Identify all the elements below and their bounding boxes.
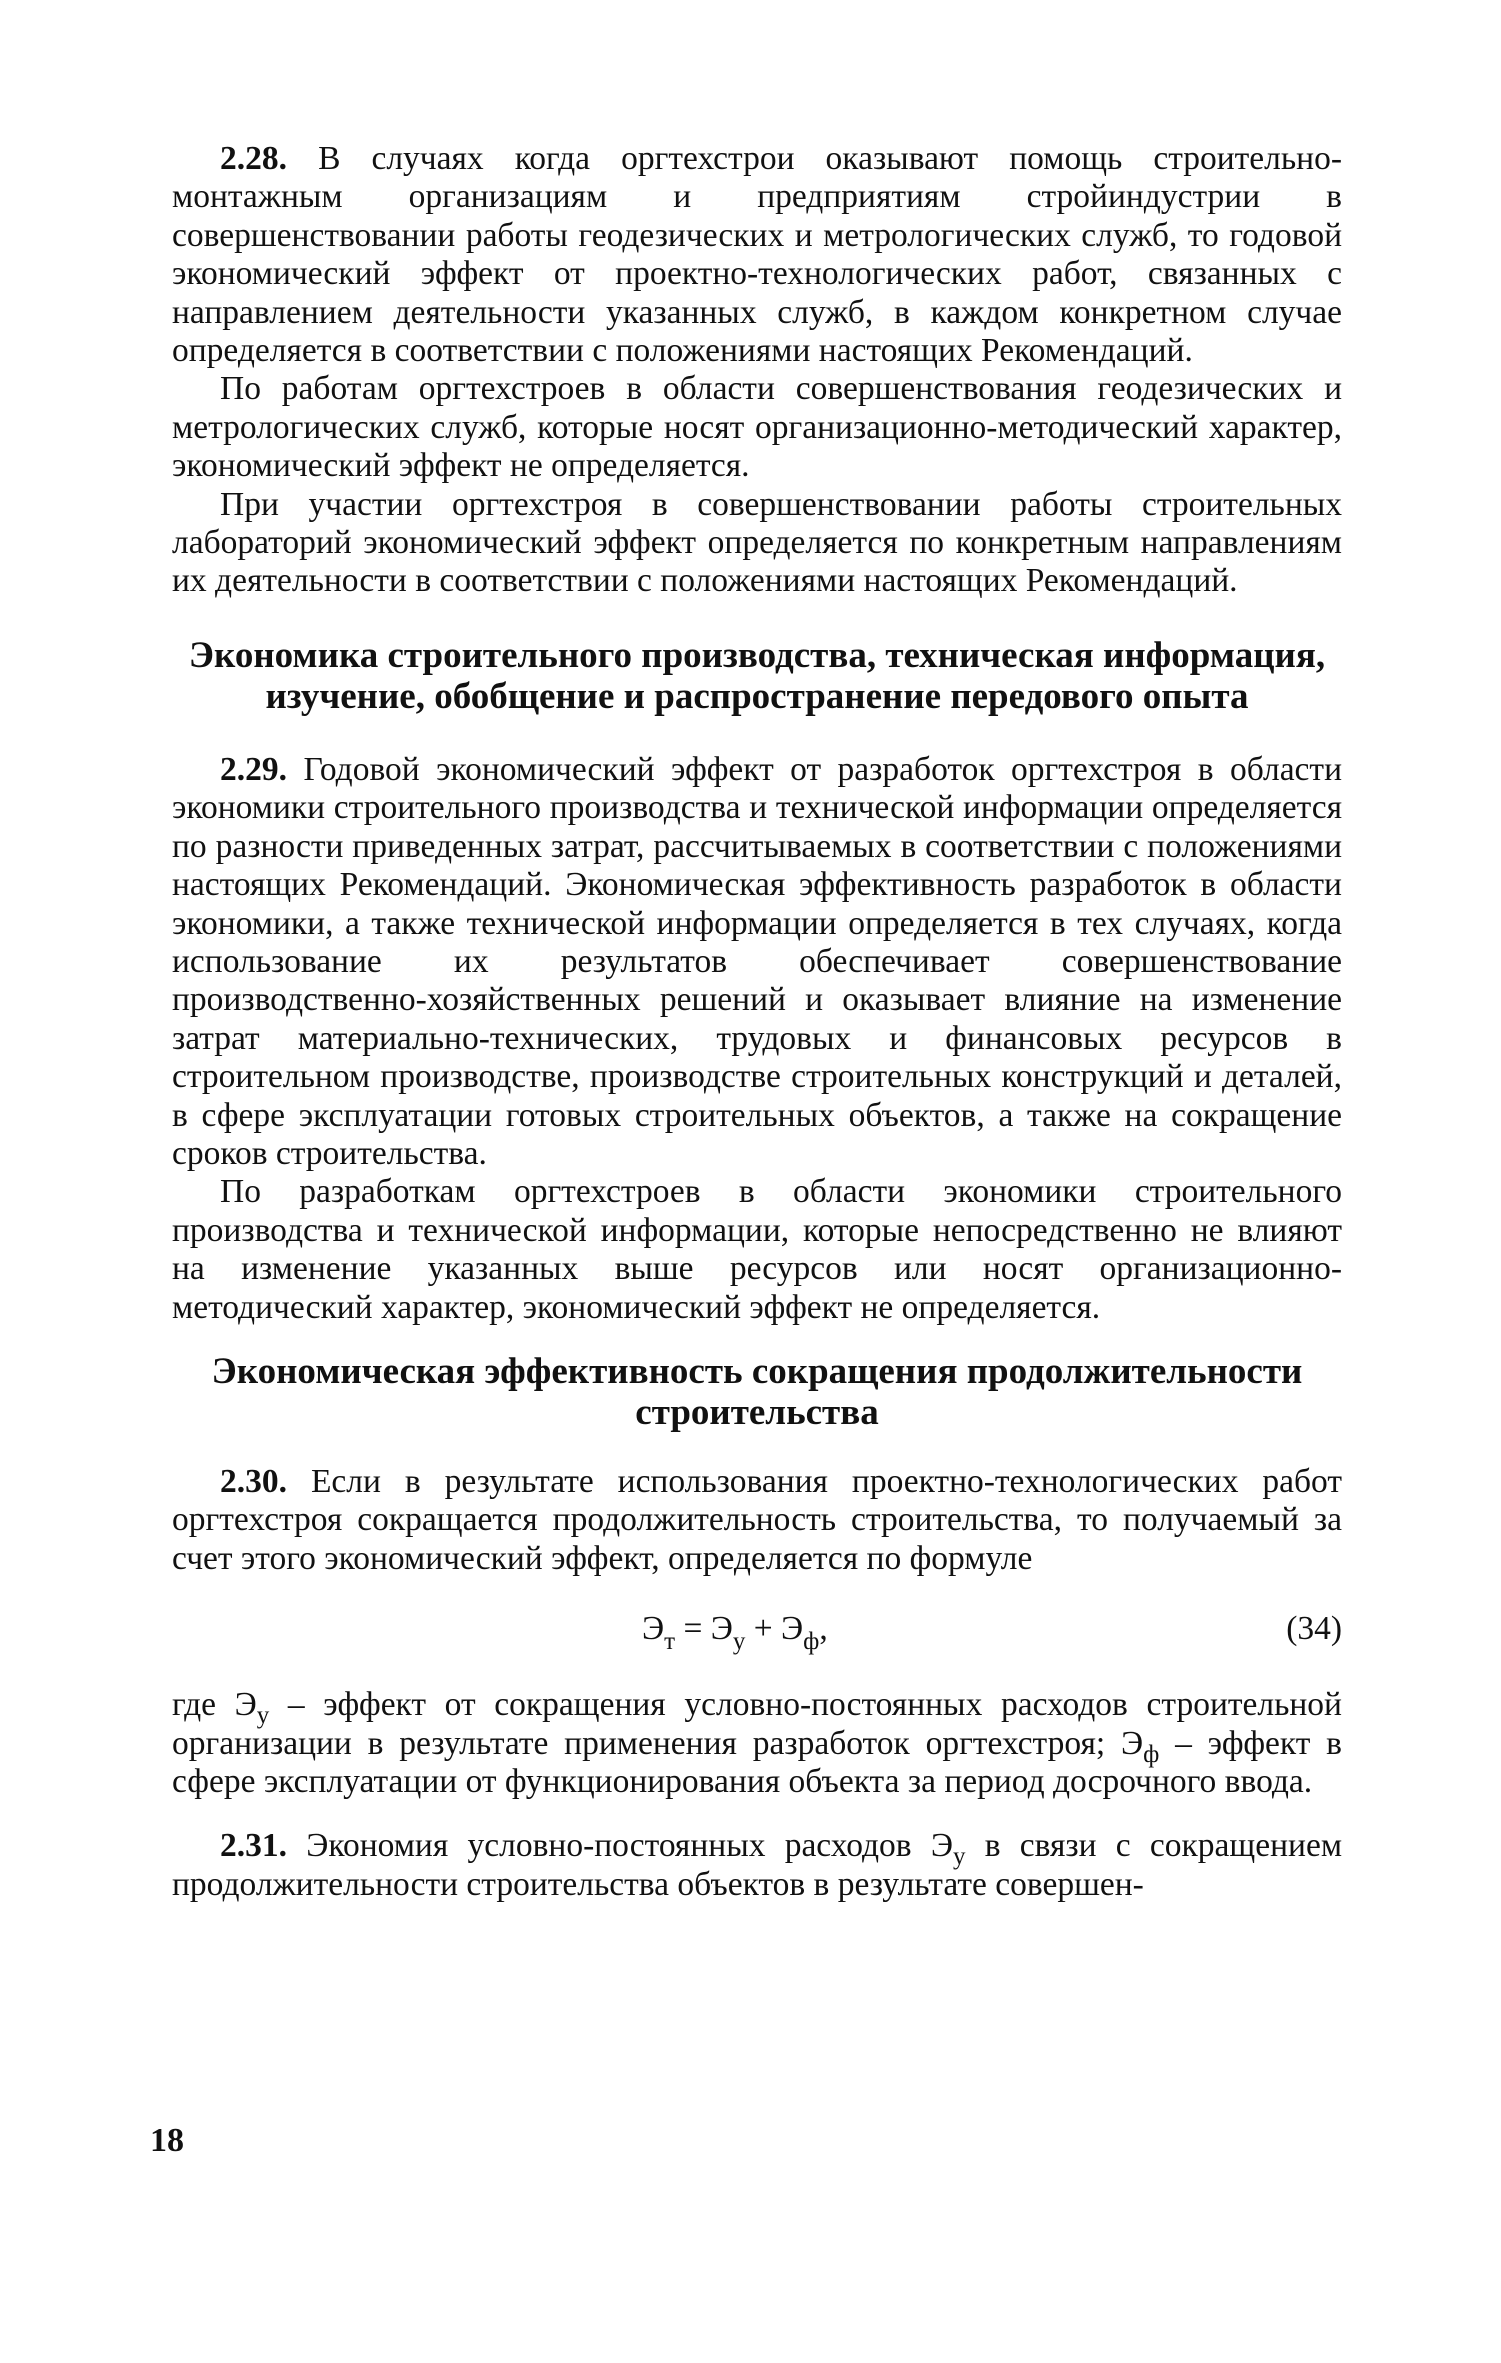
formula-plus: + <box>745 1610 781 1648</box>
formula-34 <box>172 1602 1342 1672</box>
paragraph-2-28-c: При участии оргтехстроя в совершенствовании работы строительных лабораторий экономический эффект определяется по конкретным направлениям их деятельности в соответствии с положениями настоящих Рекомендаций. <box>172 485 1342 600</box>
paragraph-text: в связи с сокращением продолжительности строительства объектов в результате совершен- <box>172 1827 1343 1903</box>
paragraph-2-30 <box>172 1463 1342 1578</box>
formula-symbol: Э <box>710 1610 733 1648</box>
formula-equals: = <box>675 1610 711 1648</box>
paragraph-2-28 <box>172 140 1342 370</box>
formula-legend <box>172 1686 1342 1801</box>
legend-subscript: ф <box>1143 1740 1160 1768</box>
section-heading-duration: Экономическая эффективность сокращения продолжительности строительства <box>211 1350 1303 1433</box>
legend-text: – эффект в сфере эксплуатации от функционирования объекта за период досрочного ввода. <box>172 1724 1342 1800</box>
paragraph-text: Экономия условно-постоянных расходов Э <box>306 1827 953 1865</box>
clause-number: 2.31. <box>220 1827 287 1865</box>
paragraph-text: Годовой экономический эффект от разработок оргтехстроя в области экономики строительного производства и технической информации определяется по разности приведенных затрат, рассчитываемых в соответствии с положениями настоящих Рекомендаций. Экономическая эффективность разработок в области экономики, а также технической информации определяется в тех случаях, когда использование их результатов обеспечивает совершенствование производственно-хозяйственных решений и оказывает влияние на изменение затрат материально-технических, трудовых и финансовых ресурсов в строительном производстве, производстве строительных конструкций и деталей, в сфере эксплуатации готовых строительных объектов, а также на сокращение сроков строительства. <box>172 750 1342 1172</box>
paragraph-2-28-b: По работам оргтехстроев в области совершенствования геодезических и метрологических служб, которые носят организационно-методический характер, экономический эффект не определяется. <box>172 370 1342 485</box>
formula-subscript: ф <box>803 1628 820 1656</box>
legend-text: где Э <box>172 1686 257 1724</box>
section-heading-economics: Экономика строительного производства, техническая информация, изучение, обобщение и распространение передового опыта <box>188 634 1326 717</box>
document-page <box>172 140 1342 1904</box>
legend-subscript: у <box>256 1702 270 1730</box>
legend-text: – эффект от сокращения условно-постоянных расходов строительной организации в результате применения разработок оргтехстроя; Э <box>172 1686 1342 1762</box>
formula-subscript: у <box>732 1628 746 1656</box>
paragraph-text: Если в результате использования проектно-технологических работ оргтехстроя сокращается продолжительность строительства, то получаемый за счет этого экономический эффект, определяется по формуле <box>172 1462 1343 1577</box>
formula-symbol: Э <box>642 1610 665 1648</box>
paragraph-2-29-b: По разработкам оргтехстроев в области экономики строительного производства и технической информации, которые непосредственно не влияют на изменение указанных выше ресурсов или носят организационно-методический характер, экономический эффект не определяется. <box>172 1173 1342 1326</box>
formula-symbol: Э <box>781 1610 804 1648</box>
equation-number: (34) <box>1286 1610 1342 1648</box>
formula-subscript: т <box>664 1628 676 1656</box>
paragraph-2-31 <box>172 1827 1342 1904</box>
formula-expression <box>642 1610 828 1656</box>
paragraph-text: В случаях когда оргтехстрои оказывают помощь строительно-монтажным организациям и предприятиям стройиндустрии в совершенствовании работы геодезических и метрологических служб, то годовой экономический эффект от проектно-технологических работ, связанных с направлением деятельности указанных служб, в каждом конкретном случае определяется в соответствии с положениями настоящих Рекомендаций. <box>172 140 1343 370</box>
clause-number: 2.29. <box>220 750 287 788</box>
clause-number: 2.30. <box>220 1462 287 1500</box>
paragraph-2-29 <box>172 751 1342 1173</box>
clause-number: 2.28. <box>220 140 287 177</box>
page-number: 18 <box>150 2122 184 2159</box>
formula-comma: , <box>819 1610 828 1648</box>
paragraph-subscript: у <box>952 1843 966 1871</box>
